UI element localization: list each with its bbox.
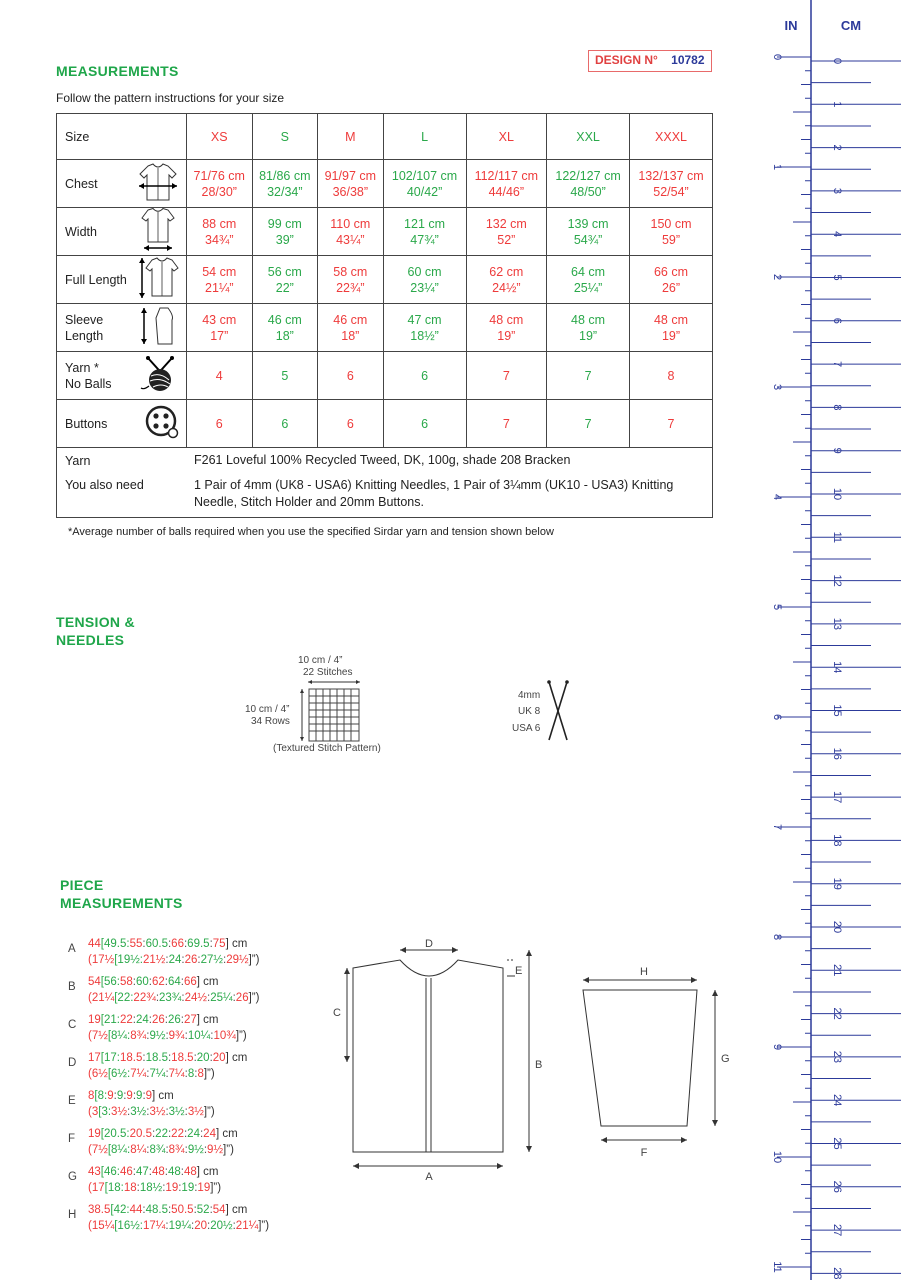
ruler-cm-label: 8 (831, 404, 843, 411)
measuring-ruler (760, 0, 905, 1280)
piece-value: 24 (187, 1128, 200, 1140)
piece-value: 44 (129, 1204, 143, 1216)
tension-pattern-label: (Textured Stitch Pattern) (273, 743, 381, 754)
tension-stitches-label: 22 Stitches (303, 667, 353, 678)
piece-value: 48 (151, 1166, 165, 1178)
piece-value: 22 (155, 1128, 168, 1140)
sleeve-length-label: Sleeve Length (57, 304, 187, 352)
piece-value: 19 (88, 1014, 101, 1026)
chest-s: 81/86 cm 32/34” (252, 160, 318, 208)
piece-value: 3½ (168, 1106, 185, 1118)
width-xs: 88 cm 34¾” (187, 208, 253, 256)
diagram-label-c: C (333, 1007, 341, 1019)
diagram-label-e: E (515, 965, 523, 977)
ruler-in-label: IN (784, 18, 798, 33)
ruler-cm-label: 11 (831, 531, 843, 544)
size-xxl: XXL (547, 114, 630, 160)
piece-value: ] cm (196, 976, 219, 988)
sleeve-xs: 43 cm 17” (187, 304, 253, 352)
ruler-cm-label: 24 (831, 1094, 843, 1107)
piece-value: 22 (171, 1128, 184, 1140)
length-m: 58 cm 22¾” (318, 256, 384, 304)
piece-value: 24 (168, 954, 182, 966)
piece-value: 60.5 (145, 938, 168, 950)
ruler-cm-label: 21 (831, 964, 843, 977)
piece-value: [3: (98, 1106, 112, 1118)
piece-value: ]”) (258, 1220, 270, 1232)
length-xxl: 64 cm 25¼” (547, 256, 630, 304)
piece-value: 19 (181, 1182, 195, 1194)
chest-xxl: 122/127 cm 48/50” (547, 160, 630, 208)
piece-value: 23¾ (159, 992, 182, 1004)
ruler-inch-label: 5 (771, 603, 783, 611)
button-icon (144, 404, 180, 444)
sleeve-xxxl: 48 cm 19” (630, 304, 713, 352)
width-garment-icon (136, 208, 180, 256)
ruler-inch-label: 9 (771, 1043, 783, 1051)
piece-value: 17½ (91, 954, 115, 966)
piece-value: 9 (136, 1090, 143, 1102)
ruler-cm-label: 15 (831, 704, 843, 717)
piece-letter: E (68, 1095, 76, 1107)
yarn-balls-row (57, 352, 713, 400)
piece-value: [56: (100, 976, 120, 988)
ruler-cm-label: 12 (831, 574, 843, 587)
body-piece-diagram (325, 930, 570, 1185)
size-row (57, 114, 713, 160)
piece-value: 9 (145, 1090, 153, 1102)
chest-m: 91/97 cm 36/38” (318, 160, 384, 208)
piece-value: 19¼ (168, 1220, 191, 1232)
piece-value: 48 (167, 1166, 181, 1178)
piece-value: 48 (183, 1166, 197, 1178)
size-xs: XS (187, 114, 253, 160)
ruler-cm-label: 27 (831, 1223, 843, 1237)
piece-value: 38.5 (88, 1204, 111, 1216)
measurements-intro: Follow the pattern instructions for your size (56, 91, 285, 105)
sleeve-icon (136, 304, 180, 352)
sleeve-piece-diagram (575, 960, 735, 1165)
piece-value: ]”) (248, 954, 260, 966)
piece-value: ]”) (223, 1144, 234, 1156)
ruler-cm-label: 22 (831, 1007, 843, 1020)
piece-value: 3 (91, 1106, 99, 1118)
piece-value: 18.5 (119, 1052, 143, 1064)
piece-cm-values: 19[21:22:24:26:26:27] cm (88, 1014, 219, 1026)
piece-value: [16½: (114, 1220, 144, 1232)
knitting-needles-icon (545, 678, 571, 744)
piece-value: 46 (119, 1166, 133, 1178)
tension-grid-icon (300, 680, 364, 744)
piece-in-values: (3[3:3½:3½:3½:3½:3½]”) (88, 1106, 215, 1118)
piece-value: 9 (126, 1090, 133, 1102)
design-label: DESIGN N° (595, 53, 658, 67)
piece-value: 58 (119, 976, 133, 988)
piece-value: ] cm (215, 1128, 238, 1140)
diagram-label-a: A (425, 1171, 433, 1183)
ruler-cm-label: 13 (831, 617, 843, 631)
piece-value: 7½ (91, 1030, 108, 1042)
ruler-cm-label: 3 (831, 187, 843, 194)
needle-usa-label: USA 6 (512, 723, 541, 734)
balls-l: 6 (383, 352, 466, 400)
piece-value: 7¼ (168, 1068, 185, 1080)
piece-value: [21: (100, 1014, 120, 1026)
balls-xl: 7 (466, 352, 547, 400)
piece-value: 21¼ (235, 1220, 259, 1232)
piece-value: [49.5: (100, 938, 130, 950)
piece-value: 20½ (210, 1220, 233, 1232)
ruler-inch-label: 8 (771, 933, 783, 941)
ruler-inch-label: 1 (771, 163, 783, 171)
piece-value: 19 (197, 1182, 211, 1194)
piece-value: 64 (167, 976, 181, 988)
ruler-cm-label: 17 (831, 790, 843, 804)
measurements-heading: MEASUREMENTS (56, 63, 179, 79)
piece-value: 26 (151, 1014, 165, 1026)
chest-xl: 112/117 cm 44/46” (466, 160, 547, 208)
ruler-inch-label: 0 (771, 53, 783, 61)
piece-value: ]”) (210, 1182, 222, 1194)
diagram-label-f: F (640, 1147, 648, 1159)
ruler-cm-label: 2 (831, 144, 843, 151)
tension-width-label: 10 cm / 4” (298, 655, 343, 666)
you-also-need-value: 1 Pair of 4mm (UK8 - USA6) Knitting Needles, 1 Pair of 3¼mm (UK10 - USA3) Knitting Needle, Stitch Holder and 20mm Buttons. (194, 478, 674, 509)
balls-s: 5 (252, 352, 318, 400)
piece-value: 17 (91, 1182, 105, 1194)
ruler-inch-label: 6 (771, 713, 783, 721)
ruler-cm-label: 26 (831, 1180, 843, 1193)
size-xxxl: XXXL (630, 114, 713, 160)
piece-value: [18: (104, 1182, 124, 1194)
piece-value: 55 (129, 938, 143, 950)
piece-value: 18.5 (145, 1052, 168, 1064)
piece-value: 3½ (149, 1106, 166, 1118)
piece-value: 8 (197, 1068, 204, 1080)
piece-value: 26 (167, 1014, 181, 1026)
piece-value: 8¾ (168, 1144, 185, 1156)
full-length-row (57, 256, 713, 304)
width-xxl: 139 cm 54¾” (547, 208, 630, 256)
sleeve-m: 46 cm 18” (318, 304, 384, 352)
ruler-cm-label: 9 (831, 447, 843, 454)
ruler-inch-label: 3 (771, 383, 783, 391)
piece-value: 24½ (184, 992, 207, 1004)
buttons-row (57, 400, 713, 448)
design-number-box (588, 50, 712, 72)
sleeve-length-row (57, 304, 713, 352)
piece-value: 20.5 (129, 1128, 152, 1140)
piece-value: 8 (88, 1090, 95, 1102)
piece-value: 9 (107, 1090, 114, 1102)
piece-value: 24 (135, 1014, 149, 1026)
piece-value: [20.5: (100, 1128, 130, 1140)
width-xl: 132 cm 52” (466, 208, 547, 256)
buttons-label: Buttons (57, 400, 187, 448)
piece-value: 21½ (143, 954, 166, 966)
piece-value: 20 (194, 1220, 207, 1232)
piece-value: 29½ (226, 954, 249, 966)
tension-heading: TENSION & NEEDLES (56, 614, 135, 648)
length-l: 60 cm 23¼” (383, 256, 466, 304)
piece-value: 18.5 (171, 1052, 194, 1064)
ruler-cm-label: 14 (831, 661, 843, 674)
piece-value: ] cm (196, 1014, 219, 1026)
yarn-info-box (56, 444, 713, 518)
piece-value: 17 (88, 1052, 101, 1064)
piece-value: [42: (110, 1204, 130, 1216)
piece-value: 3½ (187, 1106, 204, 1118)
length-xxxl: 66 cm 26” (630, 256, 713, 304)
measurements-table (56, 113, 713, 448)
ruler-cm-label: 7 (831, 361, 843, 368)
piece-measurements-heading: PIECE MEASUREMENTS (60, 877, 183, 911)
needle-uk-label: UK 8 (518, 706, 541, 717)
piece-value: 54 (212, 1204, 226, 1216)
yarn-ball-icon (140, 354, 180, 398)
buttons-m: 6 (318, 400, 384, 448)
width-label: Width (57, 208, 187, 256)
chest-xxxl: 132/137 cm 52/54” (630, 160, 713, 208)
chest-xs: 71/76 cm 28/30” (187, 160, 253, 208)
ruler-cm-label: 19 (831, 877, 843, 890)
tension-height-label: 10 cm / 4” (245, 704, 290, 715)
piece-cm-values: 17[17:18.5:18.5:18.5:20:20] cm (88, 1052, 248, 1064)
piece-value: 50.5 (171, 1204, 194, 1216)
piece-value: 60 (135, 976, 149, 988)
sleeve-s: 46 cm 18” (252, 304, 318, 352)
piece-value: 43 (88, 1166, 101, 1178)
balls-xs: 4 (187, 352, 253, 400)
piece-in-values: (7½[8¼:8¾:9½:9¾:10¼:10¾]”) (88, 1030, 247, 1042)
ruler-cm-label: 25 (831, 1137, 843, 1150)
piece-value: 9½ (207, 1144, 224, 1156)
piece-value: [8¼: (107, 1030, 131, 1042)
piece-value: 66 (183, 976, 197, 988)
buttons-xs: 6 (187, 400, 253, 448)
ruler-inch-label: 4 (771, 493, 783, 501)
chest-l: 102/107 cm 40/42” (383, 160, 466, 208)
yarn-value: F261 Loveful 100% Recycled Tweed, DK, 100g, shade 208 Bracken (194, 453, 571, 467)
piece-in-values: (15¼[16½:17¼:19¼:20:20½:21¼]”) (88, 1220, 270, 1232)
piece-value: 8 (187, 1068, 195, 1080)
diagram-label-d: D (425, 938, 433, 950)
chest-garment-icon (136, 162, 180, 206)
piece-value: 10¼ (187, 1030, 211, 1042)
yarn-label: Yarn (65, 454, 91, 468)
balls-m: 6 (318, 352, 384, 400)
piece-letter: G (68, 1171, 77, 1183)
sleeve-l: 47 cm 18½” (383, 304, 466, 352)
ruler-cm-label: 23 (831, 1050, 843, 1064)
buttons-xxl: 7 (547, 400, 630, 448)
width-m: 110 cm 43¼” (318, 208, 384, 256)
piece-in-values: (7½[8¼:8¼:8¾:8¾:9½:9½]”) (88, 1144, 234, 1156)
ruler-cm-label: 18 (831, 834, 843, 847)
piece-letter: D (68, 1057, 77, 1069)
piece-value: ]”) (203, 1068, 215, 1080)
piece-in-values: (6½[6½:7¼:7¼:7¼:8:8]”) (88, 1068, 215, 1080)
piece-value: 25¼ (210, 992, 233, 1004)
width-l: 121 cm 47¾” (383, 208, 466, 256)
sleeve-xl: 48 cm 19” (466, 304, 547, 352)
piece-value: ]”) (203, 1106, 215, 1118)
size-l: L (383, 114, 466, 160)
piece-value: 22 (119, 1014, 133, 1026)
tension-rows-label: 34 Rows (251, 716, 290, 727)
piece-value: 48.5 (145, 1204, 168, 1216)
piece-value: [17: (100, 1052, 120, 1064)
width-xxxl: 150 cm 59” (630, 208, 713, 256)
piece-letter: H (68, 1209, 77, 1221)
piece-value: 3½ (130, 1106, 147, 1118)
piece-letter: A (68, 943, 76, 955)
ruler-cm-label: 1 (831, 101, 843, 108)
length-xl: 62 cm 24½” (466, 256, 547, 304)
piece-value: 26 (235, 992, 249, 1004)
ruler-cm-label: 10 (831, 487, 843, 501)
buttons-l: 6 (383, 400, 466, 448)
piece-value: 10¾ (213, 1030, 236, 1042)
piece-value: 19 (165, 1182, 179, 1194)
piece-value: 75 (212, 938, 226, 950)
piece-value: ] cm (196, 1166, 219, 1178)
needle-mm-label: 4mm (518, 690, 541, 701)
length-s: 56 cm 22” (252, 256, 318, 304)
piece-value: [8: (94, 1090, 108, 1102)
piece-value: 27½ (200, 954, 223, 966)
piece-letter: B (68, 981, 76, 993)
piece-value: 17¼ (143, 1220, 166, 1232)
diagram-label-b: B (535, 1059, 543, 1071)
ruler-cm-label: CM (840, 18, 862, 33)
piece-value: 9¾ (168, 1030, 185, 1042)
piece-value: 20 (196, 1052, 210, 1064)
piece-value: 27 (183, 1014, 197, 1026)
ruler-cm-label: 0 (831, 57, 843, 65)
size-label: Size (57, 114, 187, 160)
balls-xxl: 7 (547, 352, 630, 400)
size-m: M (318, 114, 384, 160)
chest-label: Chest (57, 160, 187, 208)
piece-value: 9½ (187, 1144, 204, 1156)
ruler-cm-label: 16 (831, 747, 843, 760)
piece-value: 66 (171, 938, 184, 950)
piece-value: [8¼: (107, 1144, 131, 1156)
length-garment-icon (136, 256, 180, 304)
piece-value: 7¼ (149, 1068, 166, 1080)
piece-value: 18 (123, 1182, 137, 1194)
piece-cm-values: 43[46:46:47:48:48:48] cm (88, 1166, 219, 1178)
piece-value: 7¼ (130, 1068, 147, 1080)
ruler-cm-label: 5 (831, 274, 843, 281)
piece-value: 19 (88, 1128, 101, 1140)
piece-value: 62 (151, 976, 165, 988)
piece-in-values: (17[18:18:18½:19:19:19]”) (88, 1182, 222, 1194)
yarn-footnote: *Average number of balls required when you use the specified Sirdar yarn and tension shown below (68, 526, 554, 538)
width-row (57, 208, 713, 256)
diagram-label-g: G (721, 1053, 730, 1065)
piece-value: 69.5 (187, 938, 210, 950)
ruler-inch-label: 2 (771, 273, 783, 281)
piece-value: 9½ (149, 1030, 166, 1042)
piece-value: 24 (203, 1128, 216, 1140)
piece-value: 22¾ (133, 992, 156, 1004)
piece-value: [46: (100, 1166, 120, 1178)
full-length-label: Full Length (57, 256, 187, 304)
ruler-cm-label: 28 (831, 1267, 843, 1280)
length-xs: 54 cm 21¼” (187, 256, 253, 304)
width-s: 99 cm 39” (252, 208, 318, 256)
piece-value: 54 (88, 976, 101, 988)
piece-value: 21¼ (91, 992, 115, 1004)
piece-in-values: (21¼[22:22¾:23¾:24½:25¼:26]”) (88, 992, 260, 1004)
ruler-inch-label: 10 (771, 1150, 783, 1164)
piece-value: ]”) (248, 992, 260, 1004)
piece-value: ] cm (225, 1204, 248, 1216)
piece-value: 20 (212, 1052, 226, 1064)
piece-cm-values: 44[49.5:55:60.5:66:69.5:75] cm (88, 938, 248, 950)
ruler-inch-label: 7 (771, 823, 783, 831)
piece-value: ] cm (225, 938, 248, 950)
piece-value: 15¼ (91, 1220, 115, 1232)
ruler-cm-label: 20 (831, 920, 843, 934)
chest-row (57, 160, 713, 208)
piece-value: [22: (114, 992, 134, 1004)
buttons-xxxl: 7 (630, 400, 713, 448)
piece-cm-values: 38.5[42:44:48.5:50.5:52:54] cm (88, 1204, 248, 1216)
piece-value: 8¾ (130, 1030, 147, 1042)
ruler-cm-label: 6 (831, 317, 843, 324)
piece-cm-values: 8[8:9:9:9:9:9] cm (88, 1090, 174, 1102)
piece-value: ] cm (225, 1052, 248, 1064)
buttons-xl: 7 (466, 400, 547, 448)
piece-value: 7½ (91, 1144, 108, 1156)
piece-value: 9 (116, 1090, 124, 1102)
piece-value: 44 (88, 938, 101, 950)
size-s: S (252, 114, 318, 160)
diagram-label-h: H (640, 966, 648, 978)
piece-value: 47 (135, 1166, 149, 1178)
buttons-s: 6 (252, 400, 318, 448)
ruler-inch-label: 11 (771, 1261, 783, 1273)
piece-value: 8¾ (149, 1144, 166, 1156)
piece-value: [19½: (114, 954, 144, 966)
piece-cm-values: 19[20.5:20.5:22:22:24:24] cm (88, 1128, 238, 1140)
piece-value: 52 (196, 1204, 210, 1216)
piece-value: 6½ (91, 1068, 108, 1080)
balls-xxxl: 8 (630, 352, 713, 400)
piece-in-values: (17½[19½:21½:24:26:27½:29½]”) (88, 954, 260, 966)
ruler-cm-label: 4 (831, 231, 843, 238)
piece-value: 26 (184, 954, 198, 966)
piece-value: ]”) (235, 1030, 247, 1042)
piece-letter: F (68, 1133, 76, 1145)
piece-value: ] cm (152, 1090, 174, 1102)
piece-value: 3½ (111, 1106, 128, 1118)
yarn-balls-label: Yarn * No Balls (57, 352, 187, 400)
piece-cm-values: 54[56:58:60:62:64:66] cm (88, 976, 219, 988)
piece-value: [6½: (107, 1068, 131, 1080)
you-also-need-label: You also need (65, 478, 144, 492)
piece-letter: C (68, 1019, 77, 1031)
sleeve-xxl: 48 cm 19” (547, 304, 630, 352)
design-number: 10782 (671, 53, 705, 67)
piece-value: 18½ (139, 1182, 163, 1194)
piece-value: 8¼ (130, 1144, 147, 1156)
size-xl: XL (466, 114, 547, 160)
